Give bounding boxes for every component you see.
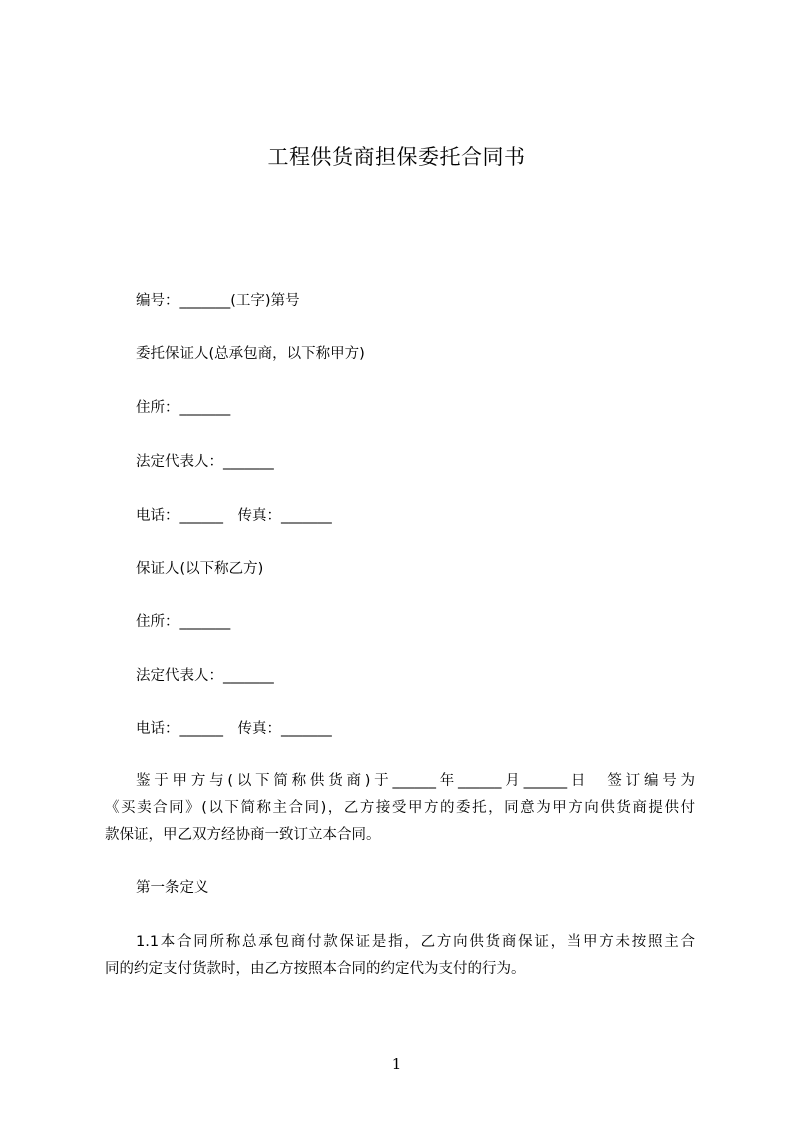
contract-number-line: 编号：_______(工字)第号 [136, 293, 300, 309]
principal-phone-fax-line: 电话：______ 传真：_______ [136, 508, 332, 524]
principal-representative-line: 法定代表人：_______ [136, 454, 274, 470]
section-heading: 第一条定义 [136, 880, 209, 896]
definition-line: 1.1本合同所称总承包商付款保证是指，乙方向供货商保证，当甲方未按照主合 [136, 934, 695, 950]
guarantor-address-line: 住所：_______ [136, 614, 231, 630]
guarantor-phone-fax-line: 电话：______ 传真：_______ [136, 721, 332, 737]
recital-line: 《买卖合同》(以下简称主合同)，乙方接受甲方的委托，同意为甲方向供货商提供付 [105, 800, 695, 816]
guarantor-representative-line: 法定代表人：_______ [136, 668, 274, 684]
page-number: 1 [391, 1055, 402, 1073]
document-title: 工程供货商担保委托合同书 [267, 145, 526, 169]
definition-paragraph [105, 929, 695, 983]
guarantor-party-line: 保证人(以下称乙方) [136, 561, 264, 577]
recital-paragraph [105, 768, 695, 849]
definition-line: 同的约定支付货款时，由乙方按照本合同的约定代为支付的行为。 [105, 961, 526, 977]
principal-party-line: 委托保证人(总承包商，以下称甲方) [136, 346, 365, 362]
recital-line: 鉴于甲方与(以下简称供货商)于______年______月______日 签订编号为 [136, 773, 695, 789]
principal-address-line: 住所：_______ [136, 400, 231, 416]
recital-line: 款保证，甲乙双方经协商一致订立本合同。 [105, 827, 381, 843]
